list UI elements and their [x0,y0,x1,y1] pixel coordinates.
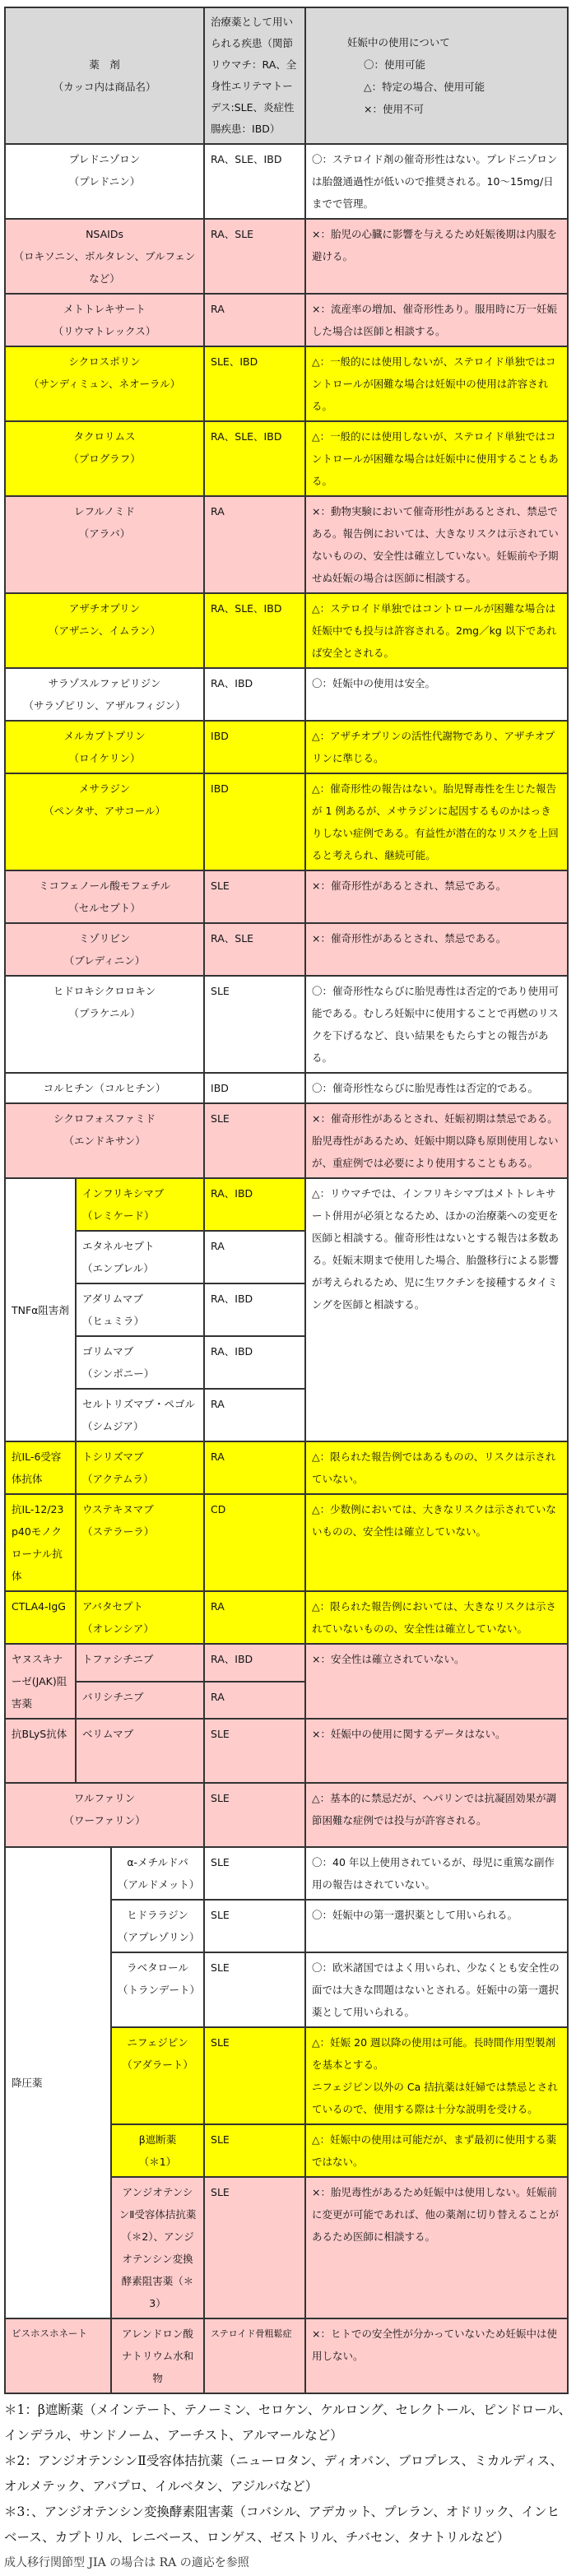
drug-brand: （シムジア） [82,1420,144,1432]
usage-cell: △：限られた報告例においては、大きなリスクは示されていないものの、安全性は確立していない。 [305,1591,568,1644]
usage-cell: △：基本的に禁忌だが、ヘパリンでは抗凝固効果が調節困難な症例では投与が許容される。 [305,1783,568,1847]
legend-conditional: △：特定の場合、使用可能 [364,81,485,93]
table-row [5,421,568,496]
disease-cell: SLE [204,1900,305,1952]
usage-cell [305,2027,568,2124]
disease-cell: RA、IBD [204,1336,305,1389]
footnote-1: ＊1：β遮断薬（メインテート、テノーミン、セロケン、ケルロング、セレクトール、ピンドロール、インデラル、サンドノーム、アーチスト、アルマールなど） [4,2402,572,2443]
drug-cell [76,1591,204,1644]
usage-cell: 〇：欧米諸国ではよく用いられ、少なくとも安全性の面では大きな問題はないとされる。妊娠中の第一選択薬として用いられる。 [305,1952,568,2027]
drug-cell [111,1847,204,1900]
usage-cell: ×：催奇形性があるとされ、禁忌である。 [305,870,568,923]
table-row [5,1103,568,1178]
usage-cell: △：一般的には使用しないが、ステロイド単独ではコントロールが困難な場合は妊娠中の使用は許容される。 [305,346,568,421]
group-hypertension: 降圧薬 [5,1847,111,2318]
disease-cell: IBD [204,1073,305,1103]
drug-brand: （エンブレル） [82,1262,154,1274]
drug-name: トシリズマブ [82,1450,144,1463]
group-cell: CTLA4-IgG [5,1591,76,1644]
drug-brand: （ロキソニン、ボルタレン、ブルフェンなど） [13,250,196,285]
table-row [5,1073,568,1103]
usage-cell: 〇：40 年以上使用されているが、母児に重篤な副作用の報告はされていない。 [305,1847,568,1900]
drug-cell [5,294,204,346]
drug-name: ベリムマブ [76,1719,204,1783]
usage-cell: 〇：妊娠中の第一選択薬として用いられる。 [305,1900,568,1952]
footnote-2: ＊2：アンジオテンシンⅡ受容体拮抗薬（ニューロタン、ディオバン、ブロプレス、ミカルディス、オルメテック、アバプロ、イルベタン、アジルバなど） [4,2453,563,2494]
drug-brand: （アダラート） [122,2058,193,2071]
disease-cell: RA [204,496,305,593]
drug-name: アバタセプト [82,1600,144,1613]
drug-cell [111,2124,204,2177]
drug-brand: （プログラフ） [68,453,141,465]
header-usage [305,7,568,144]
drug-cell [5,870,204,923]
drug-name: シクロスポリン [68,355,141,368]
drug-cell [76,1231,204,1283]
drug-cell [111,1900,204,1952]
drug-name: アレンドロン酸ナトリウム水和物 [111,2318,204,2393]
drug-name: アダリムマブ [82,1293,143,1305]
table-row-tnf [5,1178,568,1231]
table-row-hypertension [5,1847,568,1900]
usage-cell: ×：催奇形性があるとされ、妊娠初期は禁忌である。胎児毒性があるため、妊娠中期以降も原則使用しないが、重症例では必要により使用することもある。 [305,1103,568,1178]
table-row [5,593,568,668]
drug-name: アンジオテンシンⅡ受容体拮抗薬（＊2）、アンジオテンシン変換酵素阻害薬（＊3） [111,2177,204,2318]
drug-cell [5,923,204,976]
disease-cell: RA [204,1682,305,1720]
drug-name: ラベタロール [127,1961,188,1974]
header-usage-title: 妊娠中の使用について [347,36,450,49]
disease-cell: RA、SLE [204,219,305,294]
drug-brand: （ブレディニン） [63,954,146,967]
drug-name: ヒドロキシクロロキン [53,985,156,997]
drug-brand: （エンドキサン） [63,1135,146,1147]
drug-cell [5,976,204,1073]
disease-cell: SLE [204,1952,305,2027]
drug-name: NSAIDs [86,228,123,240]
drug-cell [111,1952,204,2027]
disease-cell: RA、IBD [204,1644,305,1682]
drug-brand: （アルドメット） [118,1878,200,1891]
table-row [5,1494,568,1591]
drug-brand: （レミケード） [82,1209,155,1222]
disease-cell: SLE [204,1847,305,1900]
usage-cell: △：リウマチでは、インフリキシマブはメトトレキサート併用が必須となるため、ほかの治療薬への変更を医師と相談する。催奇形性はないとする報告は多数ある。妊娠末期まで使用した場合、胎盤移行による影響が考えられるため、児に生ワクチンを接種するタイミングを医師と相談する。 [305,1178,568,1441]
table-row [5,2318,568,2393]
table-header-row [5,7,568,144]
drug-cell [5,421,204,496]
disease-cell: SLE [204,2177,305,2318]
drug-name: ゴリムマブ [82,1345,134,1358]
disease-cell: RA [204,1231,305,1283]
drug-brand: （トランデート） [118,1984,201,1996]
table-row [5,721,568,773]
drug-name: サラゾスルファピリジン [48,677,161,689]
disease-cell: RA [204,1389,305,1441]
drug-brand: （オレンシア） [82,1622,154,1635]
disease-cell: IBD [204,773,305,870]
pregnancy-medication-table [4,7,569,2394]
drug-name: ヒドララジン [127,1909,188,1921]
table-row [5,1441,568,1494]
drug-brand: （サラゾピリン、アザルフィジン） [23,699,186,712]
drug-cell [5,1783,204,1847]
drug-name: トファシチニブ [76,1644,204,1682]
drug-name: シクロフォスファミド [53,1112,156,1125]
drug-cell [76,1441,204,1494]
usage-cell: 〇：催奇形性ならびに胎児毒性は否定的である。 [305,1073,568,1103]
usage-cell: 〇：催奇形性ならびに胎児毒性は否定的であり使用可能である。むしろ妊娠中に使用することで再燃のリスクを下げるなど、良い結果をもたらすとの報告がある。 [305,976,568,1073]
drug-brand: （セルセプト） [68,902,141,914]
disease-cell: CD [204,1494,305,1591]
drug-brand: （アプレゾリン） [118,1931,200,1943]
drug-cell [5,773,204,870]
drug-cell [5,1103,204,1178]
drug-cell [5,593,204,668]
drug-name: レフルノミド [74,505,136,518]
drug-brand: （ヒュミラ） [82,1315,145,1327]
drug-brand: （アラバ） [78,527,131,540]
drug-name: ミコフェノール酸モフェチル [38,880,171,892]
drug-name: ニフェジピン [127,2036,188,2049]
drug-name: コルヒチン（コルヒチン） [43,1082,166,1094]
drug-cell [76,1283,204,1336]
table-row [5,496,568,593]
table-row [5,923,568,976]
drug-name: バリシチニブ [76,1682,204,1720]
table-row [5,668,568,721]
drug-cell [76,1336,204,1389]
usage-cell: △：催奇形性の報告はない。胎児腎毒性を生じた報告が 1 例あるが、メサラジンに起因するものかはっきりしない症例である。有益性が潜在的なリスクを上回ると考えられ、継続可能。 [305,773,568,870]
drug-name: メトトレキサート [63,303,146,315]
footnotes [4,2397,572,2576]
header-disease: 治療薬として用いられる疾患（関節リウマチ：RA、全身性エリテマトーデス:SLE、炎症性腸疾患：IBD） [204,7,305,144]
group-cell: 抗IL-12/23p40モノクローナル抗体 [5,1494,76,1591]
drug-name: ミゾリビン [78,932,131,945]
drug-cell [5,721,204,773]
disease-cell: RA、SLE、IBD [204,421,305,496]
usage-cell: 〇：ステロイド剤の催奇形性はない。プレドニゾロンは胎盤通過性が低いので推奨される。10～15mg/日までで管理。 [305,144,568,219]
drug-cell [5,668,204,721]
drug-brand: （ロイケリン） [68,752,141,764]
drug-name: インフリキシマブ [82,1187,165,1200]
drug-brand: （アクテムラ） [82,1473,154,1485]
usage-cell: △：ステロイド単独ではコントロールが困難な場合は妊娠中でも投与は許容される。2mg／kg 以下であれば安全とされる。 [305,593,568,668]
drug-cell [5,346,204,421]
usage-cell: ×：動物実験において催奇形性があるとされ、禁忌である。報告例においては、大きなリスクは示されていないものの、安全性は確立していない。妊娠前や予期せぬ妊娠の場合は医師に相談する。 [305,496,568,593]
legend-ok: 〇：使用可能 [364,58,426,71]
drug-name: β遮断薬 [138,2133,177,2146]
usage-cell: ×：妊娠中の使用に関するデータはない。 [305,1719,568,1783]
table-row [5,219,568,294]
drug-brand: （＊1） [138,2156,177,2168]
drug-cell [5,1073,204,1103]
drug-name: セルトリズマブ・ペゴル [82,1398,196,1410]
disease-cell: RA [204,1441,305,1494]
disease-cell: RA [204,294,305,346]
usage-cell: 〇：妊娠中の使用は安全。 [305,668,568,721]
usage-cell: △：一般的には使用しないが、ステロイド単独ではコントロールが困難な場合は妊娠中に使用することもある。 [305,421,568,496]
drug-name: タクロリムス [73,430,136,443]
header-drug-title: 薬 剤 [89,58,120,71]
usage-cell: ×：催奇形性があるとされ、禁忌である。 [305,923,568,976]
disease-cell: RA、SLE、IBD [204,593,305,668]
group-tnf: TNFα阻害剤 [5,1178,76,1441]
usage-cell: ×：流産率の増加、催奇形性あり。服用時に万一妊娠した場合は医師と相談する。 [305,294,568,346]
disease-cell: SLE [204,1783,305,1847]
drug-brand: （シンポニー） [82,1367,155,1380]
drug-name: メルカプトプリン [63,730,146,742]
disease-cell: SLE [204,1719,305,1783]
table-row [5,294,568,346]
drug-brand: （リウマトレックス） [53,325,156,337]
drug-brand: （ワーファリン） [63,1814,146,1826]
disease-cell: SLE [204,2027,305,2124]
drug-cell [76,1389,204,1441]
usage-text-extra: ニフェジピン以外の Ca 拮抗薬は妊婦では禁忌とされているので、使用する際は十分な説明を受ける。 [312,2081,558,2115]
header-drug [5,7,204,144]
drug-brand: （アザニン、イムラン） [49,624,161,637]
drug-name: ワルファリン [73,1792,136,1804]
drug-cell [5,144,204,219]
disease-cell: RA、IBD [204,1178,305,1231]
disease-cell: RA、SLE、IBD [204,144,305,219]
usage-cell: ×：安全性は確立されていない。 [305,1644,568,1719]
usage-cell: ×：ヒトでの安全性が分かっていないため妊娠中は使用しない。 [305,2318,568,2393]
table-row [5,870,568,923]
disease-cell: RA、IBD [204,1283,305,1336]
drug-cell [76,1494,204,1591]
header-drug-subtitle: （カッコ内は商品名） [53,81,156,93]
legend-ng: ×：使用不可 [364,103,425,115]
drug-name: メサラジン [78,782,131,795]
disease-cell: RA、SLE [204,923,305,976]
drug-name: α-メチルドパ [127,1856,188,1868]
disease-cell: SLE [204,2124,305,2177]
disease-cell: RA [204,1591,305,1644]
drug-brand: （プレドニン） [68,175,141,188]
table-row [5,773,568,870]
disease-cell: RA、IBD [204,668,305,721]
usage-text: △：妊娠 20 週以降の使用は可能。長時間作用型製剤を基本とする。 [312,2036,555,2071]
table-row [5,976,568,1073]
usage-cell: ×：胎児毒性があるため妊娠中は使用しない。妊娠前に変更が可能であれば、他の薬剤に切り替えることがあるため医師に相談する。 [305,2177,568,2318]
disease-cell: SLE [204,976,305,1073]
disease-cell: IBD [204,721,305,773]
group-cell: 抗BLyS抗体 [5,1719,76,1783]
disease-cell: ステロイド骨粗鬆症 [204,2318,305,2393]
drug-brand: （プラケニル） [68,1007,141,1019]
drug-brand: （サンディミュン、ネオーラル） [28,378,181,390]
table-row [5,1783,568,1847]
drug-name: アザチオプリン [68,602,141,615]
table-row-jak [5,1644,568,1682]
disease-cell: SLE [204,1103,305,1178]
usage-cell: △：妊娠中の使用は可能だが、まず最初に使用する薬ではない。 [305,2124,568,2177]
table-row [5,346,568,421]
group-jak: ヤヌスキナーゼ(JAK)阻害薬 [5,1644,76,1719]
group-cell: ビスホスホネート [5,2318,111,2393]
table-row [5,1719,568,1783]
drug-name: ウステキヌマブ [82,1503,154,1515]
disease-cell: SLE、IBD [204,346,305,421]
usage-cell: △：限られた報告例ではあるものの、リスクは示されていない。 [305,1441,568,1494]
drug-cell [111,2027,204,2124]
usage-cell: △：アザチオプリンの活性代謝物であり、アザチオプリンに準じる。 [305,721,568,773]
drug-cell [76,1178,204,1231]
footnote-3: ＊3：、アンジオテンシン変換酵素阻害薬（コバシル、アデカット、プレラン、オドリック、インヒベース、カプトリル、レニベース、ロンゲス、ゼストリル、チバセン、タナトリルなど） [4,2504,560,2545]
usage-cell: △：少数例においては、大きなリスクは示されていないものの、安全性は確立していない。 [305,1494,568,1591]
drug-name: エタネルセプト [82,1240,155,1252]
table-row [5,144,568,219]
disease-cell: SLE [204,870,305,923]
drug-brand: （ステラーラ） [82,1525,155,1538]
usage-cell: ×：胎児の心臓に影響を与えるため妊娠後期は内服を避ける。 [305,219,568,294]
group-cell: 抗IL-6受容体抗体 [5,1441,76,1494]
drug-brand: （ペンタサ、アサコール） [44,805,165,817]
drug-cell [5,219,204,294]
table-row [5,1591,568,1644]
footnote-jia: 成人移行関節型 JIA の場合は RA の適応を参照 [4,2556,249,2569]
drug-name: プレドニゾロン [68,153,141,165]
drug-cell [5,496,204,593]
